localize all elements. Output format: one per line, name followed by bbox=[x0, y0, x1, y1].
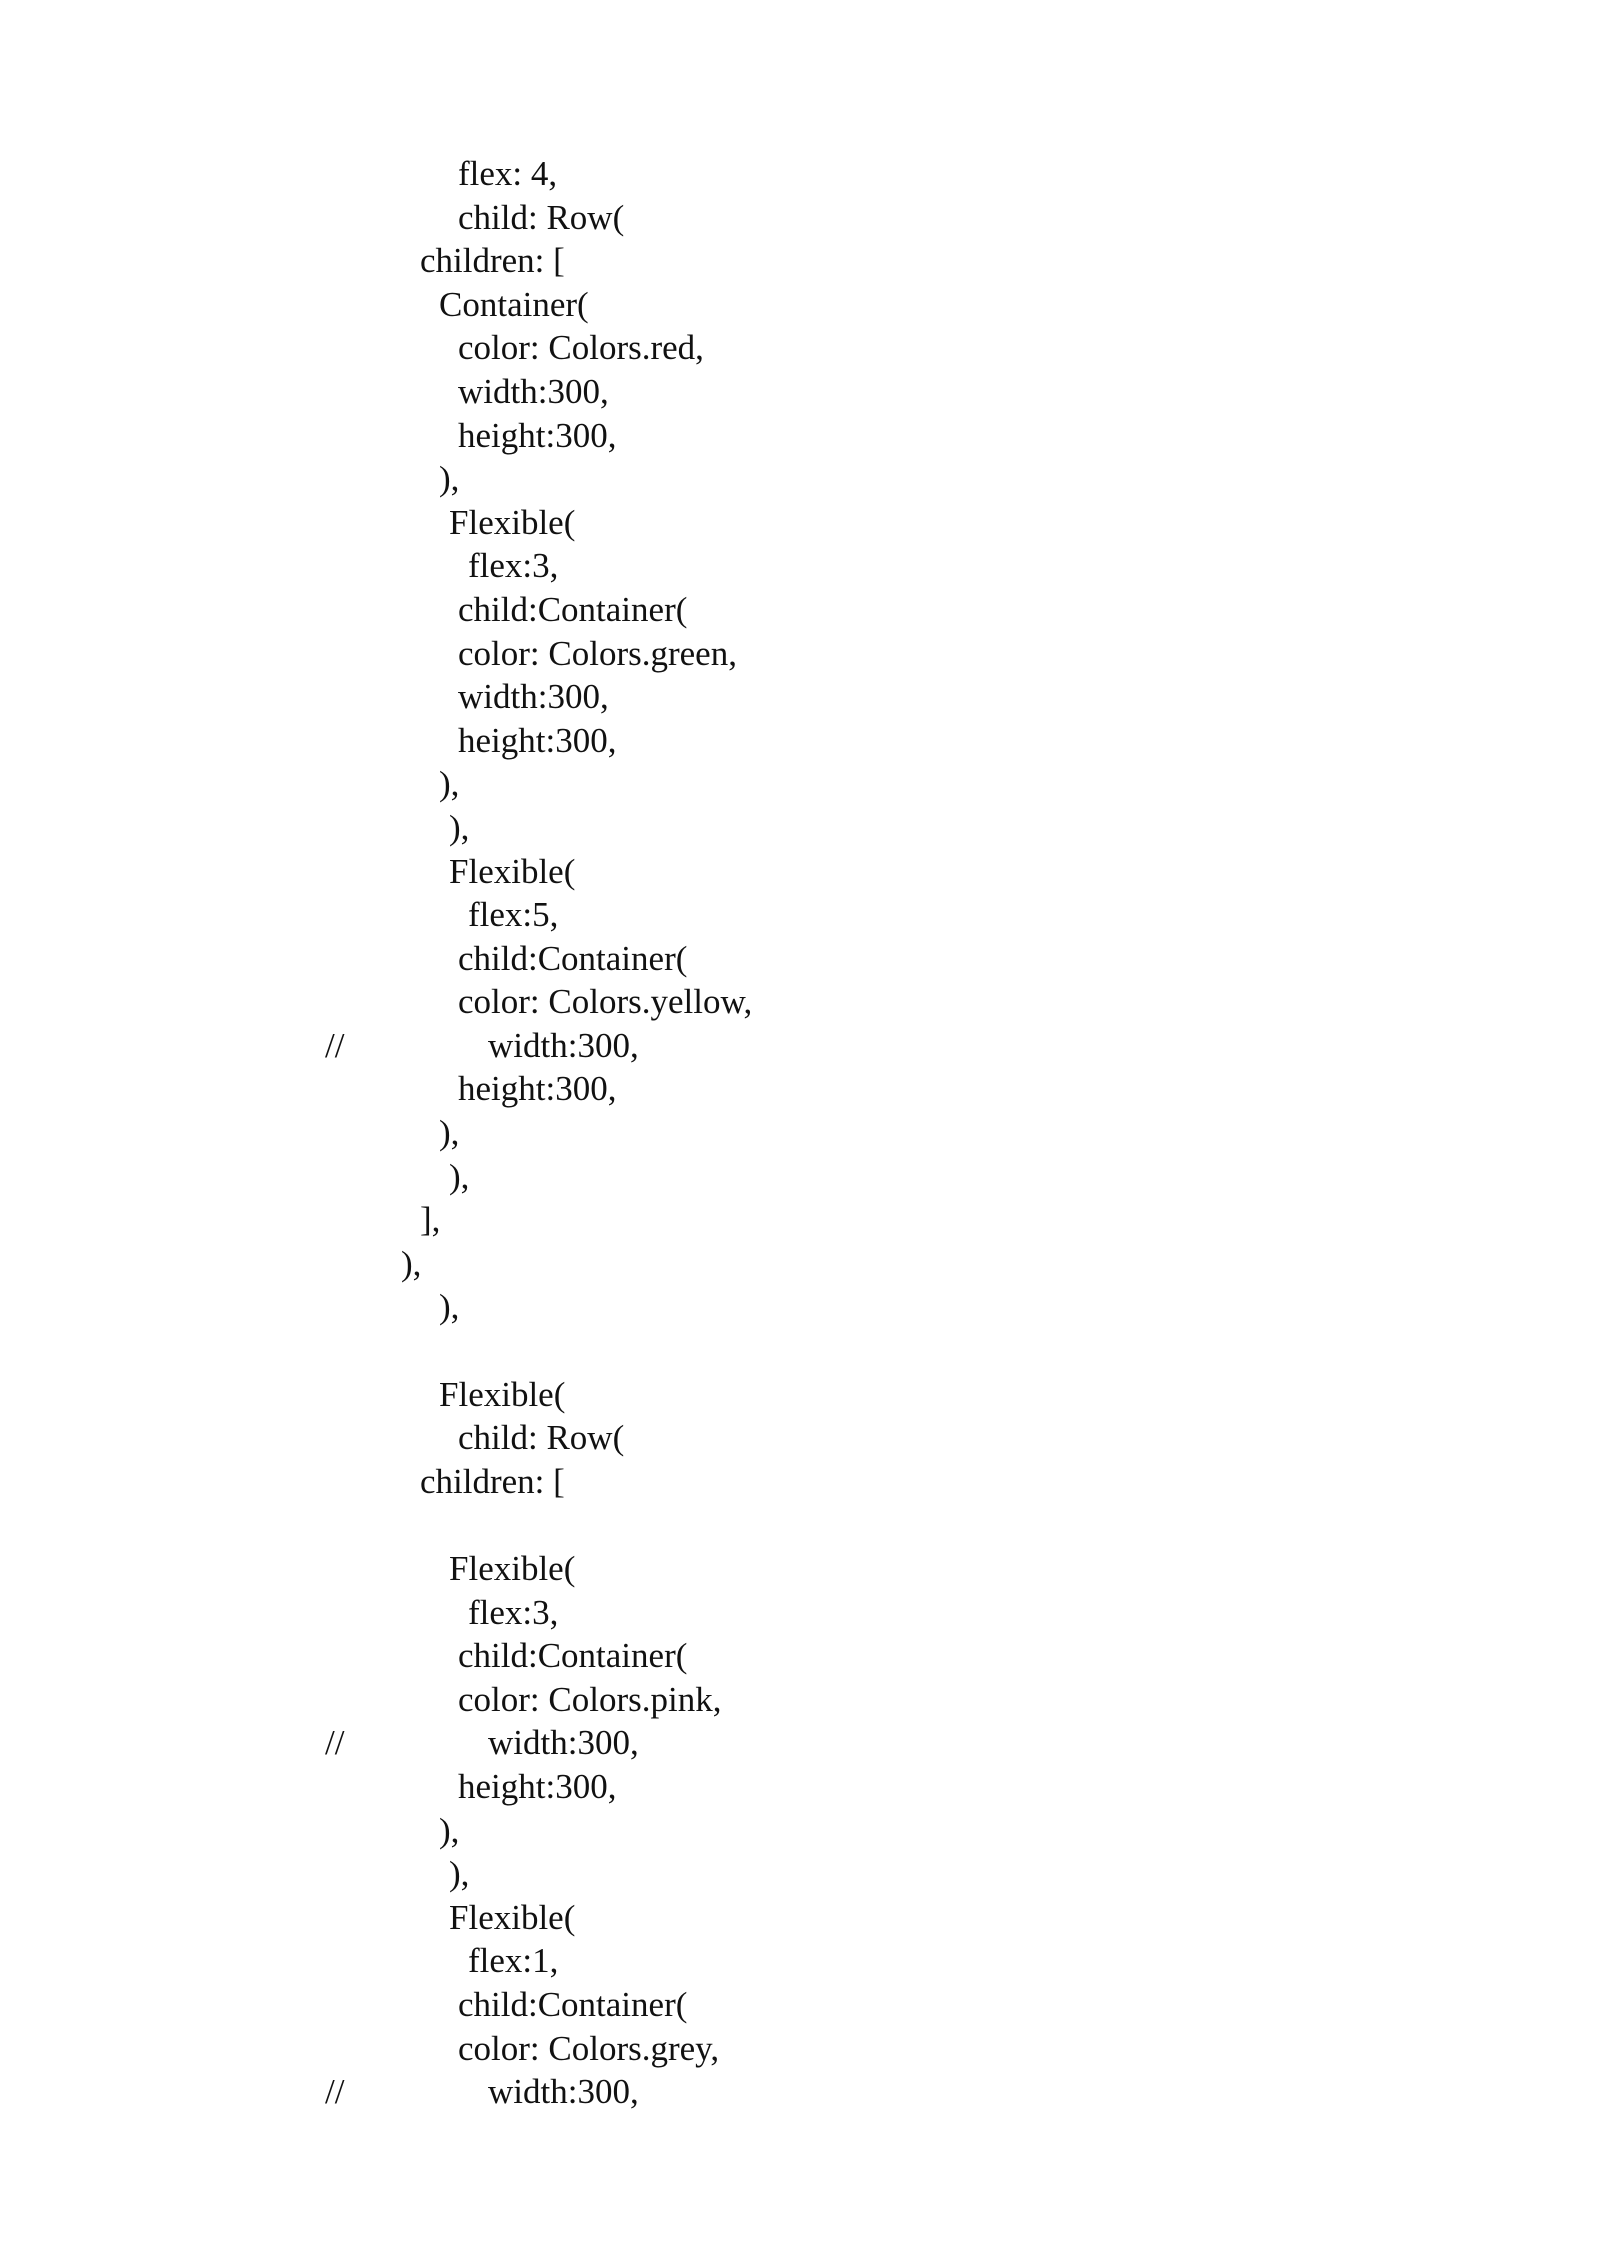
code-line-text: color: Colors.pink, bbox=[458, 1679, 722, 1719]
comment-marker: // bbox=[325, 2072, 345, 2112]
comment-marker: // bbox=[325, 1025, 345, 1065]
code-line-text: child:Container( bbox=[458, 1984, 688, 2024]
code-line bbox=[0, 414, 1600, 458]
code-line-text: ], bbox=[420, 1200, 441, 1240]
code-line bbox=[0, 239, 1600, 283]
code-line bbox=[0, 1809, 1600, 1853]
code-line-text: color: Colors.red, bbox=[458, 328, 704, 368]
code-line-text: height:300, bbox=[458, 415, 617, 455]
code-line bbox=[0, 1678, 1600, 1722]
code-line bbox=[0, 1198, 1600, 1242]
code-line-text: Flexible( bbox=[439, 1374, 566, 1414]
code-line-text: width:300, bbox=[488, 1025, 639, 1065]
code-line-text: Flexible( bbox=[449, 851, 576, 891]
code-line bbox=[0, 1242, 1600, 1286]
code-line bbox=[0, 1503, 1600, 1547]
code-line-text: child:Container( bbox=[458, 589, 688, 629]
code-line-text: child: Row( bbox=[458, 197, 625, 237]
code-line-text: ), bbox=[439, 1287, 460, 1327]
code-line bbox=[0, 1852, 1600, 1896]
code-line bbox=[0, 1024, 1600, 1068]
code-line bbox=[0, 1329, 1600, 1373]
code-line bbox=[0, 544, 1600, 588]
code-line bbox=[0, 1634, 1600, 1678]
code-line-text: flex: 4, bbox=[458, 154, 558, 193]
code-line bbox=[0, 980, 1600, 1024]
code-line bbox=[0, 1721, 1600, 1765]
code-line-text: children: [ bbox=[420, 241, 565, 281]
code-line bbox=[0, 850, 1600, 894]
code-line bbox=[0, 1416, 1600, 1460]
code-line-text: ), bbox=[439, 1810, 460, 1850]
code-line-text: flex:5, bbox=[468, 895, 559, 935]
code-line-text: ), bbox=[449, 807, 470, 847]
code-line-text: width:300, bbox=[458, 371, 609, 411]
comment-marker: // bbox=[325, 1723, 345, 1763]
code-line-text: child:Container( bbox=[458, 1636, 688, 1676]
code-line bbox=[0, 370, 1600, 414]
code-line bbox=[0, 1460, 1600, 1504]
code-line bbox=[0, 1067, 1600, 1111]
code-line bbox=[0, 1765, 1600, 1809]
code-line bbox=[0, 632, 1600, 676]
code-line-text: height:300, bbox=[458, 1069, 617, 1109]
code-line bbox=[0, 675, 1600, 719]
code-line-text: color: Colors.yellow, bbox=[458, 982, 753, 1022]
code-line bbox=[0, 1939, 1600, 1983]
code-line bbox=[0, 588, 1600, 632]
code-line-text: child:Container( bbox=[458, 938, 688, 978]
code-line-text: width:300, bbox=[488, 2072, 639, 2112]
code-line bbox=[0, 806, 1600, 850]
code-line bbox=[0, 1547, 1600, 1591]
code-line-text: width:300, bbox=[458, 677, 609, 717]
code-line bbox=[0, 1373, 1600, 1417]
code-line bbox=[0, 762, 1600, 806]
code-line bbox=[0, 1591, 1600, 1635]
code-line bbox=[0, 2027, 1600, 2071]
code-line-text: height:300, bbox=[458, 720, 617, 760]
code-line bbox=[0, 457, 1600, 501]
code-line-text: Flexible( bbox=[449, 502, 576, 542]
code-line bbox=[0, 326, 1600, 370]
code-line-text: children: [ bbox=[420, 1461, 565, 1501]
code-line bbox=[0, 1155, 1600, 1199]
code-line bbox=[0, 152, 1600, 196]
code-line-text: ), bbox=[439, 1113, 460, 1153]
code-line-text: Flexible( bbox=[449, 1549, 576, 1588]
code-line-text: flex:1, bbox=[468, 1941, 559, 1981]
code-line bbox=[0, 1896, 1600, 1940]
code-line-text: flex:3, bbox=[468, 546, 559, 586]
code-line-text: ), bbox=[439, 764, 460, 804]
code-listing bbox=[0, 152, 1600, 2114]
code-line-text: ), bbox=[449, 1156, 470, 1196]
code-line-text: Container( bbox=[439, 284, 589, 324]
code-line bbox=[0, 501, 1600, 545]
code-line bbox=[0, 2070, 1600, 2114]
code-line-text: height:300, bbox=[458, 1766, 617, 1806]
code-line-text: flex:3, bbox=[468, 1592, 559, 1632]
code-line-text: color: Colors.green, bbox=[458, 633, 737, 673]
code-line-text: color: Colors.grey, bbox=[458, 2028, 720, 2068]
code-line bbox=[0, 719, 1600, 763]
code-line-text: ), bbox=[449, 1854, 470, 1894]
code-line bbox=[0, 1285, 1600, 1329]
code-line bbox=[0, 196, 1600, 240]
code-line bbox=[0, 1983, 1600, 2027]
code-line bbox=[0, 937, 1600, 981]
code-line bbox=[0, 1111, 1600, 1155]
code-line-text: ), bbox=[439, 459, 460, 499]
code-line-text: width:300, bbox=[488, 1723, 639, 1763]
code-line-text: Flexible( bbox=[449, 1897, 576, 1937]
code-line bbox=[0, 283, 1600, 327]
code-line-text: ), bbox=[401, 1243, 422, 1283]
code-line bbox=[0, 893, 1600, 937]
code-line-text: child: Row( bbox=[458, 1418, 625, 1458]
